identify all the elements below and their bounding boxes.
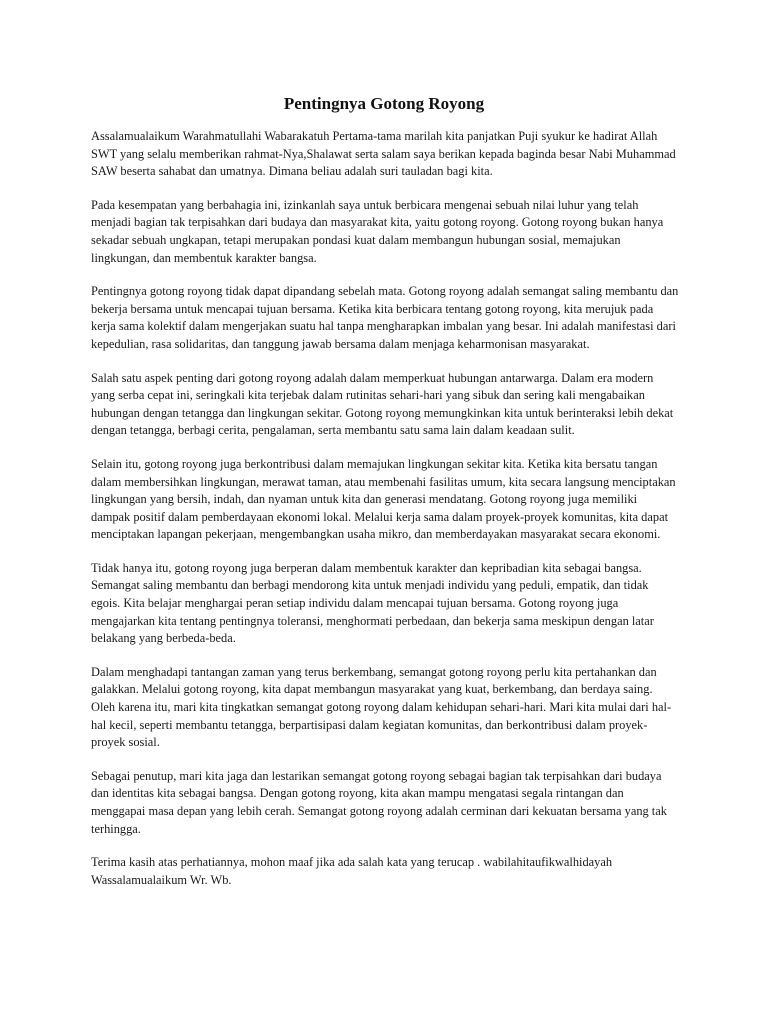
paragraph-environment-economy: Selain itu, gotong royong juga berkontribusi dalam memajukan lingkungan sekitar kita. Ketika kita bersatu tangan dalam membersihkan lingkungan, merawat taman, atau membenahi fasilitas umum, kita secara langsung menciptakan lingkungan yang bersih, indah, dan nyaman untuk kita dan generasi mendatang. Gotong royong juga memiliki dampak positif dalam pemberdayaan ekonomi lokal. Melalui kerja sama dalam proyek-proyek komunitas, kita dapat menciptakan lapangan pekerjaan, mengembangkan usaha mikro, dan memberdayakan masyarakat secara ekonomi. — [91, 456, 676, 542]
paragraph-character: Tidak hanya itu, gotong royong juga berperan dalam membentuk karakter dan kepribadian kita sebagai bangsa. Semangat saling membantu dan berbagi mendorong kita untuk menjadi individu yang peduli, empatik, dan tidak egois. Kita belajar menghargai peran setiap individu dalam mencapai tujuan bersama. Gotong royong juga mengajarkan kita tentang pentingnya toleransi, menghormati perbedaan, dan bekerja sama meskipun dengan latar belakang yang berbeda-beda. — [91, 560, 654, 646]
paragraph-conclusion: Sebagai penutup, mari kita jaga dan lestarikan semangat gotong royong sebagai bagian tak terpisahkan dari budaya dan identitas kita sebagai bangsa. Dengan gotong royong, kita akan mampu mengatasi segala rintangan dan menggapai masa depan yang lebih cerah. Semangat gotong royong adalah cerminan dari kekuatan bersama yang tak terhingga. — [91, 768, 667, 836]
document-title: Pentingnya Gotong Royong — [283, 94, 485, 113]
paragraph-introduction: Pada kesempatan yang berbahagia ini, izinkanlah saya untuk berbicara mengenai sebuah nilai luhur yang telah menjadi bagian tak terpisahkan dari budaya dan masyarakat kita, yaitu gotong royong. Gotong royong bukan hanya sekadar sebuah ungkapan, tetapi merupakan pondasi kuat dalam membangun hubungan sosial, memajukan lingkungan, dan membentuk karakter bangsa. — [91, 197, 664, 265]
paragraph-challenges: Dalam menghadapi tantangan zaman yang terus berkembang, semangat gotong royong perlu kita pertahankan dan galakkan. Melalui gotong royong, kita dapat membangun masyarakat yang kuat, berkembang, dan berdaya saing. Oleh karena itu, mari kita tingkatkan semangat gotong royong dalam kehidupan sehari-hari. Mari kita mulai dari hal-hal kecil, seperti membantu tetangga, berpartisipasi dalam kegiatan komunitas, dan berkontribusi dalam proyek-proyek sosial. — [91, 664, 672, 750]
closing-thanks: Terima kasih atas perhatiannya, mohon maaf jika ada salah kata yang terucap . wabilahitaufikwalhidayah — [91, 855, 613, 870]
paragraph-community-relations: Salah satu aspek penting dari gotong royong adalah dalam memperkuat hubungan antarwarga. Dalam era modern yang serba cepat ini, seringkali kita terjebak dalam rutinitas sehari-hari yang sibuk dan sering kali mengabaikan hubungan dengan tetangga dan lingkungan sekitar. Gotong royong memungkinkan kita untuk berinteraksi lebih dekat dengan tetangga, berbagi cerita, pengalaman, serta membantu satu sama lain dalam keadaan sulit. — [91, 370, 674, 438]
paragraph-opening: Assalamualaikum Warahmatullahi Wabarakatuh Pertama-tama marilah kita panjatkan Puji syukur ke hadirat Allah SWT yang selalu memberikan rahmat-Nya,Shalawat serta salam saya berikan kepada baginda besar Nabi Muhammad SAW beserta sahabat dan umatnya. Dimana beliau adalah suri tauladan bagi kita. — [91, 129, 676, 179]
document-body — [91, 128, 679, 889]
closing-salam: Wassalamualaikum Wr. Wb. — [91, 872, 232, 887]
paragraph-importance: Pentingnya gotong royong tidak dapat dipandang sebelah mata. Gotong royong adalah semangat saling membantu dan bekerja bersama untuk mencapai tujuan bersama. Ketika kita berbicara tentang gotong royong, kita merujuk pada kerja sama kolektif dalam mengerjakan suatu hal tanpa mengharapkan imbalan yang besar. Ini adalah manifestasi dari kepedulian, rasa solidaritas, dan tanggung jawab bersama dalam menjaga keharmonisan masyarakat. — [91, 284, 679, 351]
